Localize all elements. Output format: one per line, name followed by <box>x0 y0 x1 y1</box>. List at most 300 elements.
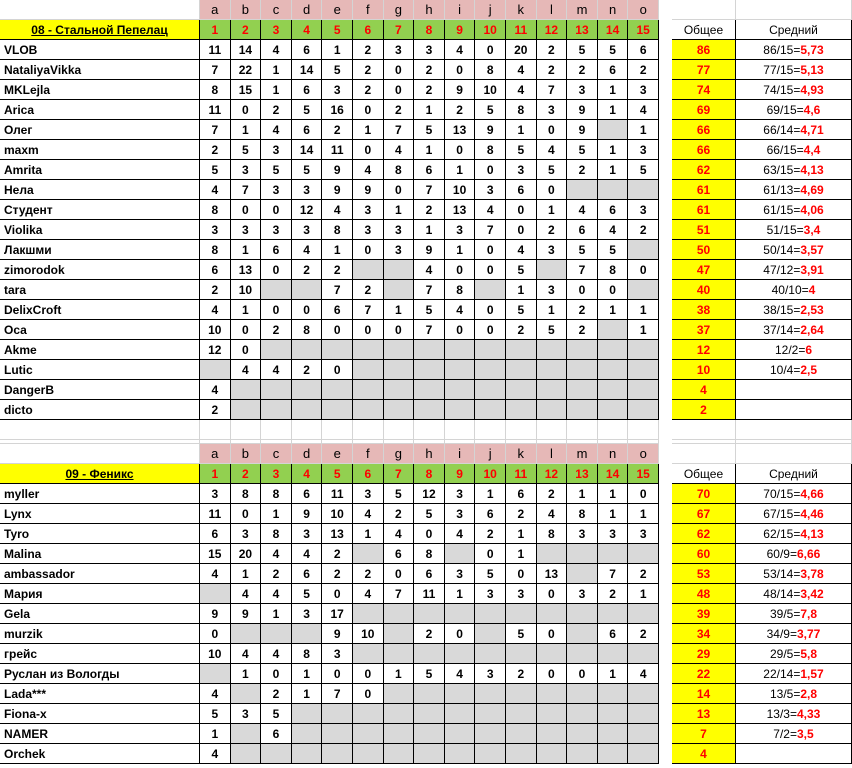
score-cell[interactable]: 9 <box>445 80 476 100</box>
score-cell[interactable]: 5 <box>475 100 506 120</box>
score-cell[interactable]: 0 <box>475 40 506 60</box>
player-name[interactable]: Мария <box>0 584 200 604</box>
score-cell[interactable]: 8 <box>231 484 262 504</box>
average-cell[interactable] <box>736 100 852 120</box>
score-cell[interactable] <box>384 380 415 400</box>
average-header[interactable]: Средний <box>736 464 852 484</box>
score-cell[interactable] <box>598 360 629 380</box>
score-cell[interactable]: 4 <box>384 140 415 160</box>
score-cell[interactable]: 2 <box>506 320 537 340</box>
score-cell[interactable]: 9 <box>322 160 353 180</box>
score-cell[interactable]: 2 <box>537 60 568 80</box>
score-cell[interactable]: 0 <box>475 300 506 320</box>
score-cell[interactable]: 4 <box>200 564 231 584</box>
score-cell[interactable]: 8 <box>567 504 598 524</box>
total-cell[interactable]: 34 <box>672 624 736 644</box>
score-cell[interactable] <box>353 644 384 664</box>
average-cell[interactable] <box>736 360 852 380</box>
score-cell[interactable]: 2 <box>384 504 415 524</box>
score-cell[interactable]: 5 <box>475 564 506 584</box>
score-cell[interactable]: 16 <box>322 100 353 120</box>
score-cell[interactable] <box>261 280 292 300</box>
score-cell[interactable]: 2 <box>322 120 353 140</box>
score-cell[interactable]: 1 <box>628 120 659 140</box>
score-cell[interactable]: 4 <box>506 80 537 100</box>
score-cell[interactable]: 0 <box>322 320 353 340</box>
score-cell[interactable]: 5 <box>567 40 598 60</box>
score-cell[interactable]: 9 <box>567 100 598 120</box>
round-number-11[interactable]: 11 <box>506 20 537 40</box>
score-cell[interactable] <box>475 624 506 644</box>
score-cell[interactable]: 1 <box>506 544 537 564</box>
score-cell[interactable]: 8 <box>506 100 537 120</box>
score-cell[interactable]: 6 <box>598 624 629 644</box>
score-cell[interactable]: 6 <box>628 40 659 60</box>
score-cell[interactable]: 2 <box>628 564 659 584</box>
total-cell[interactable]: 14 <box>672 684 736 704</box>
score-cell[interactable] <box>475 340 506 360</box>
empty-cell[interactable] <box>672 440 736 444</box>
score-cell[interactable]: 17 <box>322 604 353 624</box>
player-name[interactable]: NAMER <box>0 724 200 744</box>
score-cell[interactable]: 2 <box>200 400 231 420</box>
score-cell[interactable]: 2 <box>567 60 598 80</box>
score-cell[interactable]: 4 <box>628 664 659 684</box>
column-letter-b[interactable]: b <box>231 444 262 464</box>
score-cell[interactable] <box>567 400 598 420</box>
score-cell[interactable]: 0 <box>598 280 629 300</box>
score-cell[interactable]: 4 <box>292 544 323 564</box>
score-cell[interactable] <box>628 360 659 380</box>
column-letter-l[interactable]: l <box>537 0 568 20</box>
score-cell[interactable]: 1 <box>353 120 384 140</box>
score-cell[interactable] <box>475 280 506 300</box>
score-cell[interactable]: 1 <box>598 80 629 100</box>
column-letter-d[interactable]: d <box>292 444 323 464</box>
column-letter-g[interactable]: g <box>384 0 415 20</box>
score-cell[interactable] <box>353 704 384 724</box>
score-cell[interactable]: 11 <box>200 100 231 120</box>
score-cell[interactable]: 8 <box>322 220 353 240</box>
score-cell[interactable] <box>322 340 353 360</box>
score-cell[interactable]: 2 <box>506 664 537 684</box>
score-cell[interactable]: 2 <box>353 280 384 300</box>
score-cell[interactable]: 3 <box>384 240 415 260</box>
score-cell[interactable]: 5 <box>292 160 323 180</box>
score-cell[interactable]: 0 <box>322 584 353 604</box>
score-cell[interactable] <box>353 340 384 360</box>
score-cell[interactable]: 4 <box>384 524 415 544</box>
score-cell[interactable] <box>475 604 506 624</box>
column-letter-j[interactable]: j <box>475 0 506 20</box>
score-cell[interactable]: 0 <box>445 60 476 80</box>
score-cell[interactable]: 0 <box>384 320 415 340</box>
score-cell[interactable]: 1 <box>567 484 598 504</box>
total-cell[interactable]: 53 <box>672 564 736 584</box>
score-cell[interactable]: 13 <box>231 260 262 280</box>
score-cell[interactable] <box>353 724 384 744</box>
score-cell[interactable]: 10 <box>231 280 262 300</box>
score-cell[interactable]: 1 <box>506 524 537 544</box>
score-cell[interactable]: 5 <box>567 240 598 260</box>
player-name[interactable]: грейс <box>0 644 200 664</box>
score-cell[interactable]: 1 <box>628 320 659 340</box>
score-cell[interactable]: 1 <box>598 504 629 524</box>
score-cell[interactable]: 4 <box>200 380 231 400</box>
score-cell[interactable]: 2 <box>628 60 659 80</box>
score-cell[interactable]: 1 <box>506 280 537 300</box>
score-cell[interactable]: 3 <box>537 100 568 120</box>
score-cell[interactable]: 4 <box>200 744 231 764</box>
score-cell[interactable] <box>353 744 384 764</box>
score-cell[interactable]: 3 <box>292 180 323 200</box>
average-cell[interactable] <box>736 524 852 544</box>
score-cell[interactable]: 4 <box>445 40 476 60</box>
score-cell[interactable]: 3 <box>261 180 292 200</box>
total-cell[interactable]: 60 <box>672 544 736 564</box>
score-cell[interactable]: 6 <box>292 564 323 584</box>
score-cell[interactable] <box>292 380 323 400</box>
score-cell[interactable]: 4 <box>231 360 262 380</box>
empty-cell[interactable] <box>200 440 231 444</box>
player-name[interactable]: Arica <box>0 100 200 120</box>
score-cell[interactable]: 1 <box>261 80 292 100</box>
score-cell[interactable]: 3 <box>384 40 415 60</box>
score-cell[interactable]: 9 <box>322 180 353 200</box>
score-cell[interactable]: 11 <box>322 484 353 504</box>
score-cell[interactable] <box>628 604 659 624</box>
score-cell[interactable]: 8 <box>445 280 476 300</box>
score-cell[interactable]: 1 <box>200 724 231 744</box>
score-cell[interactable]: 0 <box>475 260 506 280</box>
player-name[interactable]: Lada*** <box>0 684 200 704</box>
score-cell[interactable]: 0 <box>537 584 568 604</box>
score-cell[interactable]: 0 <box>567 664 598 684</box>
score-cell[interactable] <box>598 544 629 564</box>
score-cell[interactable] <box>506 604 537 624</box>
score-cell[interactable] <box>353 360 384 380</box>
score-cell[interactable] <box>445 544 476 564</box>
score-cell[interactable] <box>322 744 353 764</box>
score-cell[interactable]: 11 <box>200 40 231 60</box>
empty-cell[interactable] <box>384 420 415 440</box>
score-cell[interactable]: 2 <box>445 100 476 120</box>
score-cell[interactable] <box>598 400 629 420</box>
player-name[interactable]: Lynx <box>0 504 200 524</box>
score-cell[interactable] <box>292 340 323 360</box>
empty-cell[interactable] <box>353 420 384 440</box>
score-cell[interactable]: 1 <box>628 584 659 604</box>
total-cell[interactable]: 48 <box>672 584 736 604</box>
score-cell[interactable]: 1 <box>445 160 476 180</box>
score-cell[interactable] <box>506 724 537 744</box>
average-cell[interactable] <box>736 280 852 300</box>
column-letter-c[interactable]: c <box>261 444 292 464</box>
total-cell[interactable]: 62 <box>672 524 736 544</box>
score-cell[interactable]: 0 <box>353 240 384 260</box>
score-cell[interactable] <box>567 624 598 644</box>
round-number-10[interactable]: 10 <box>475 464 506 484</box>
score-cell[interactable] <box>445 724 476 744</box>
average-cell[interactable] <box>736 40 852 60</box>
empty-cell[interactable] <box>567 440 598 444</box>
score-cell[interactable] <box>628 644 659 664</box>
empty-cell[interactable] <box>353 440 384 444</box>
score-cell[interactable]: 2 <box>537 484 568 504</box>
average-cell[interactable] <box>736 624 852 644</box>
average-cell[interactable] <box>736 744 852 764</box>
score-cell[interactable]: 5 <box>567 140 598 160</box>
empty-cell[interactable] <box>736 420 852 440</box>
score-cell[interactable]: 7 <box>384 584 415 604</box>
empty-cell[interactable] <box>537 420 568 440</box>
score-cell[interactable]: 2 <box>292 260 323 280</box>
score-cell[interactable]: 6 <box>567 220 598 240</box>
score-cell[interactable]: 5 <box>598 40 629 60</box>
score-cell[interactable]: 3 <box>353 200 384 220</box>
score-cell[interactable] <box>322 380 353 400</box>
round-number-1[interactable]: 1 <box>200 20 231 40</box>
score-cell[interactable]: 0 <box>261 664 292 684</box>
score-cell[interactable] <box>445 684 476 704</box>
score-cell[interactable] <box>537 400 568 420</box>
score-cell[interactable]: 4 <box>506 240 537 260</box>
total-cell[interactable]: 70 <box>672 484 736 504</box>
round-number-8[interactable]: 8 <box>414 20 445 40</box>
score-cell[interactable] <box>414 340 445 360</box>
score-cell[interactable]: 3 <box>506 584 537 604</box>
score-cell[interactable]: 9 <box>322 624 353 644</box>
empty-cell[interactable] <box>506 420 537 440</box>
column-letter-j[interactable]: j <box>475 444 506 464</box>
score-cell[interactable]: 1 <box>475 484 506 504</box>
score-cell[interactable]: 13 <box>322 524 353 544</box>
score-cell[interactable]: 4 <box>598 220 629 240</box>
score-cell[interactable]: 2 <box>353 60 384 80</box>
score-cell[interactable]: 4 <box>322 200 353 220</box>
score-cell[interactable]: 4 <box>628 100 659 120</box>
score-cell[interactable]: 2 <box>506 504 537 524</box>
score-cell[interactable]: 5 <box>200 704 231 724</box>
score-cell[interactable]: 0 <box>537 120 568 140</box>
player-name[interactable]: DelixCroft <box>0 300 200 320</box>
average-cell[interactable] <box>736 604 852 624</box>
score-cell[interactable]: 9 <box>475 120 506 140</box>
column-letter-l[interactable]: l <box>537 444 568 464</box>
score-cell[interactable]: 0 <box>231 340 262 360</box>
average-cell[interactable] <box>736 240 852 260</box>
score-cell[interactable] <box>537 360 568 380</box>
empty-cell[interactable] <box>322 440 353 444</box>
score-cell[interactable] <box>537 604 568 624</box>
total-cell[interactable]: 47 <box>672 260 736 280</box>
score-cell[interactable]: 3 <box>628 524 659 544</box>
score-cell[interactable] <box>598 604 629 624</box>
score-cell[interactable]: 12 <box>292 200 323 220</box>
score-cell[interactable]: 10 <box>200 320 231 340</box>
score-cell[interactable]: 9 <box>292 504 323 524</box>
score-cell[interactable] <box>475 724 506 744</box>
score-cell[interactable]: 1 <box>261 604 292 624</box>
average-cell[interactable] <box>736 120 852 140</box>
score-cell[interactable]: 0 <box>200 624 231 644</box>
score-cell[interactable] <box>537 704 568 724</box>
player-name[interactable]: Студент <box>0 200 200 220</box>
score-cell[interactable]: 3 <box>261 140 292 160</box>
score-cell[interactable]: 20 <box>231 544 262 564</box>
score-cell[interactable] <box>353 400 384 420</box>
score-cell[interactable]: 0 <box>261 300 292 320</box>
score-cell[interactable]: 1 <box>598 300 629 320</box>
average-cell[interactable] <box>736 504 852 524</box>
column-letter-g[interactable]: g <box>384 444 415 464</box>
average-cell[interactable] <box>736 400 852 420</box>
total-cell[interactable]: 10 <box>672 360 736 380</box>
score-cell[interactable]: 10 <box>445 180 476 200</box>
score-cell[interactable]: 8 <box>200 200 231 220</box>
score-cell[interactable] <box>628 544 659 564</box>
score-cell[interactable] <box>567 644 598 664</box>
player-name[interactable]: Оса <box>0 320 200 340</box>
round-number-12[interactable]: 12 <box>537 464 568 484</box>
average-cell[interactable] <box>736 200 852 220</box>
empty-cell[interactable] <box>736 440 852 444</box>
empty-cell[interactable] <box>0 444 200 464</box>
round-number-3[interactable]: 3 <box>261 20 292 40</box>
score-cell[interactable]: 3 <box>628 140 659 160</box>
total-cell[interactable]: 40 <box>672 280 736 300</box>
score-cell[interactable]: 2 <box>261 100 292 120</box>
score-cell[interactable]: 4 <box>261 40 292 60</box>
empty-cell[interactable] <box>445 440 476 444</box>
score-cell[interactable] <box>537 380 568 400</box>
score-cell[interactable] <box>537 684 568 704</box>
score-cell[interactable]: 6 <box>261 240 292 260</box>
round-number-9[interactable]: 9 <box>445 464 476 484</box>
column-letter-h[interactable]: h <box>414 444 445 464</box>
score-cell[interactable]: 2 <box>567 320 598 340</box>
player-name[interactable]: Amrita <box>0 160 200 180</box>
score-cell[interactable] <box>598 704 629 724</box>
score-cell[interactable]: 8 <box>414 544 445 564</box>
score-cell[interactable]: 3 <box>537 280 568 300</box>
score-cell[interactable]: 5 <box>414 300 445 320</box>
score-cell[interactable]: 2 <box>598 584 629 604</box>
score-cell[interactable] <box>414 704 445 724</box>
column-letter-i[interactable]: i <box>445 444 476 464</box>
score-cell[interactable]: 0 <box>445 140 476 160</box>
empty-cell[interactable] <box>736 0 852 20</box>
score-cell[interactable]: 3 <box>414 40 445 60</box>
score-cell[interactable]: 10 <box>322 504 353 524</box>
total-cell[interactable]: 2 <box>672 400 736 420</box>
score-cell[interactable]: 2 <box>628 624 659 644</box>
score-cell[interactable]: 3 <box>506 160 537 180</box>
score-cell[interactable] <box>414 604 445 624</box>
score-cell[interactable]: 3 <box>322 644 353 664</box>
score-cell[interactable]: 3 <box>628 200 659 220</box>
score-cell[interactable] <box>384 604 415 624</box>
score-cell[interactable] <box>598 744 629 764</box>
score-cell[interactable]: 8 <box>200 240 231 260</box>
empty-cell[interactable] <box>0 0 200 20</box>
score-cell[interactable]: 3 <box>628 80 659 100</box>
column-letter-m[interactable]: m <box>567 0 598 20</box>
score-cell[interactable] <box>537 644 568 664</box>
player-name[interactable]: Tyro <box>0 524 200 544</box>
score-cell[interactable]: 6 <box>414 564 445 584</box>
score-cell[interactable] <box>384 624 415 644</box>
score-cell[interactable]: 0 <box>322 664 353 684</box>
score-cell[interactable] <box>292 704 323 724</box>
score-cell[interactable]: 0 <box>567 280 598 300</box>
score-cell[interactable]: 5 <box>506 260 537 280</box>
average-cell[interactable] <box>736 320 852 340</box>
column-letter-k[interactable]: k <box>506 0 537 20</box>
round-number-12[interactable]: 12 <box>537 20 568 40</box>
score-cell[interactable]: 2 <box>414 624 445 644</box>
score-cell[interactable] <box>567 544 598 564</box>
score-cell[interactable]: 7 <box>322 280 353 300</box>
total-cell[interactable]: 7 <box>672 724 736 744</box>
score-cell[interactable] <box>414 744 445 764</box>
score-cell[interactable]: 12 <box>414 484 445 504</box>
score-cell[interactable]: 0 <box>628 484 659 504</box>
score-cell[interactable] <box>384 360 415 380</box>
score-cell[interactable]: 1 <box>598 140 629 160</box>
score-cell[interactable]: 4 <box>261 644 292 664</box>
average-cell[interactable] <box>736 380 852 400</box>
column-letter-c[interactable]: c <box>261 0 292 20</box>
score-cell[interactable]: 2 <box>537 40 568 60</box>
score-cell[interactable] <box>598 684 629 704</box>
round-number-6[interactable]: 6 <box>353 20 384 40</box>
score-cell[interactable] <box>231 684 262 704</box>
score-cell[interactable]: 5 <box>414 120 445 140</box>
empty-cell[interactable] <box>292 440 323 444</box>
average-cell[interactable] <box>736 160 852 180</box>
score-cell[interactable]: 6 <box>292 120 323 140</box>
score-cell[interactable] <box>384 280 415 300</box>
empty-cell[interactable] <box>231 440 262 444</box>
column-letter-m[interactable]: m <box>567 444 598 464</box>
empty-cell[interactable] <box>672 444 736 464</box>
player-name[interactable]: MKLejla <box>0 80 200 100</box>
score-cell[interactable]: 8 <box>475 140 506 160</box>
player-name[interactable]: DangerB <box>0 380 200 400</box>
score-cell[interactable]: 4 <box>200 684 231 704</box>
score-cell[interactable]: 13 <box>445 120 476 140</box>
empty-cell[interactable] <box>231 420 262 440</box>
total-cell[interactable]: 38 <box>672 300 736 320</box>
score-cell[interactable] <box>567 360 598 380</box>
total-cell[interactable]: 12 <box>672 340 736 360</box>
score-cell[interactable]: 6 <box>292 40 323 60</box>
score-cell[interactable]: 0 <box>353 684 384 704</box>
score-cell[interactable] <box>445 704 476 724</box>
score-cell[interactable]: 4 <box>353 160 384 180</box>
average-cell[interactable] <box>736 664 852 684</box>
score-cell[interactable] <box>537 544 568 564</box>
score-cell[interactable]: 0 <box>353 140 384 160</box>
score-cell[interactable]: 5 <box>231 140 262 160</box>
round-number-4[interactable]: 4 <box>292 20 323 40</box>
column-letter-f[interactable]: f <box>353 0 384 20</box>
score-cell[interactable] <box>598 380 629 400</box>
player-name[interactable]: tara <box>0 280 200 300</box>
score-cell[interactable]: 3 <box>353 220 384 240</box>
score-cell[interactable]: 7 <box>322 684 353 704</box>
